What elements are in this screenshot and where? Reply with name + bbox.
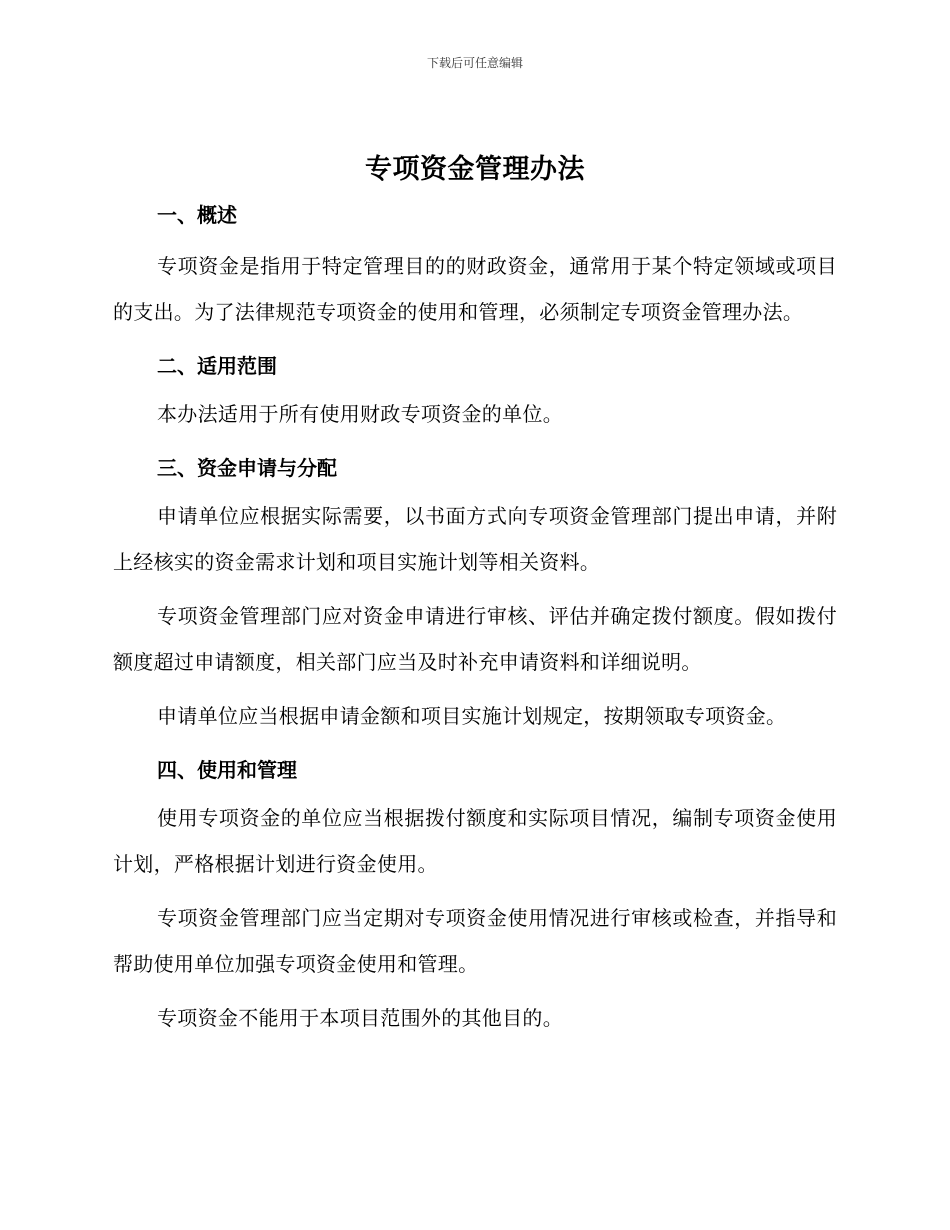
document-title: 专项资金管理办法 (365, 154, 585, 185)
paragraph-application-2: 专项资金管理部门应对资金申请进行审核、评估并确定拨付额度。假如拨付额度超过申请额度，相关部门应当及时补充申请资料和详细说明。 (113, 604, 837, 674)
document-body (113, 152, 837, 1041)
paragraph-scope: 本办法适用于所有使用财政专项资金的单位。 (157, 402, 563, 426)
paragraph-application-1: 申请单位应根据实际需要，以书面方式向专项资金管理部门提出申请，并附上经核实的资金需求计划和项目实施计划等相关资料。 (113, 504, 837, 574)
section-heading-usage: 四、使用和管理 (157, 758, 297, 782)
paragraph-overview: 专项资金是指用于特定管理目的的财政资金，通常用于某个特定领域或项目的支出。为了法律规范专项资金的使用和管理，必须制定专项资金管理办法。 (113, 254, 837, 324)
section-heading-application: 三、资金申请与分配 (157, 456, 337, 480)
section-heading-scope: 二、适用范围 (157, 354, 277, 378)
paragraph-usage-2: 专项资金管理部门应当定期对专项资金使用情况进行审核或检查，并指导和帮助使用单位加强专项资金使用和管理。 (113, 906, 837, 976)
paragraph-usage-1: 使用专项资金的单位应当根据拨付额度和实际项目情况，编制专项资金使用计划，严格根据计划进行资金使用。 (113, 806, 837, 876)
paragraph-usage-3: 专项资金不能用于本项目范围外的其他目的。 (157, 1006, 563, 1030)
paragraph-application-3: 申请单位应当根据申请金额和项目实施计划规定，按期领取专项资金。 (157, 704, 787, 728)
section-heading-overview: 一、概述 (157, 203, 237, 227)
page-header: 下载后可任意编辑 (426, 56, 523, 70)
